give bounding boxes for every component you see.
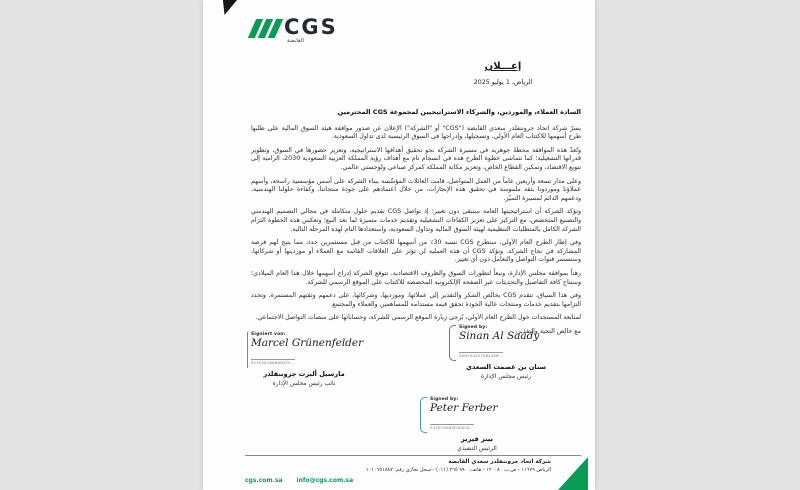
signed-by-label: Signed by: [430, 397, 459, 402]
signature-bracket-icon [420, 397, 427, 433]
salutation-line: السادة العملاء، والموردين، والشركاء الاستراتيجيين لمجموعة CGS المحترمين [337, 108, 581, 116]
signature-stamp [451, 320, 561, 361]
letter-footer [245, 455, 581, 484]
logo-wordmark: CGS [284, 15, 338, 39]
footer-divider [245, 455, 581, 456]
signer-title: رئيس مجلس الإدارة [480, 372, 532, 380]
signature-id: 911E0A16666D4F5... [251, 360, 295, 365]
cgs-logo [252, 17, 338, 44]
paragraph-1: يسرّ شركة اتحاد جروننفلدر سعدي القابضة ("CGS" أو "الشركة") الإعلان عن صدور موافقة هيئة السوق المالية على طلبها طرح أسهمها للاكتتاب العام الأولي، وتسجيلها، وإدراجها في السوق الرئيسية لدى تداول السعودية. [251, 124, 581, 141]
signature-block-ceo [422, 392, 532, 452]
signed-by-label: Signed by: [459, 325, 488, 330]
paragraph-2: وتُعدّ هذه الموافقة محطةً جوهرية في مسيرة الشركة نحو تحقيق أهدافها الاستراتيجية، وتعزيز حضورها في السوق، وتطوير قدراتها التشغيلية؛ كما تتماشى خطوة الطرح هذه في انسجام تام مع أهداف رؤية المملكة العربية السعودية 2030، الرامية إلى تنويع الاقتصاد، وتمكين القطاع الخاص، وتعزيز مكانة المملكة كمركز صناعي ولوجستي عالمي. [251, 146, 581, 171]
paragraph-5: وفي إطار الطرح العام الأولي، ستطرح CGS نسبة 30٪ من أسهمها للاكتتاب من قبل مستثمرين جدد، مما يتيح لهم فرصة المشاركة في نجاح الشركة. وتؤكد CGS أن هذه العملية لن تؤثر على العلاقات القائمة مع العملاء أو موردينها أو شركائها، وستستمر قنوات التواصل والتعامل دون أي تغيير. [251, 239, 582, 264]
website-link[interactable]: cgs.com.sa [245, 477, 283, 484]
signature-block-deputy-chairman [249, 327, 364, 387]
logo-subtitle: القابضة [287, 38, 304, 44]
signer-title: نائب رئيس مجلس الإدارة [272, 379, 336, 387]
signature-stamp [249, 327, 364, 368]
signed-by-label: Signiert von: [251, 332, 286, 337]
paragraph-3: وعلى مدار تسعة وأربعين عاماً من العمل المتواصل، قامت العائلات المؤسِّسة ببناء الشركة على أسس مؤسسية راسخة، وأسهم عملاؤنا وموردونا بثقة ملموسة في تحقيق هذه الإنجازات، من خلال اعتمادهم على جودة منتجاتنا، وكفاءة حلولنا الهندسية، ودعمهم الدائم لمسيرة التميّز. [251, 177, 581, 202]
signature-id: 0D97042070844E8... [459, 353, 503, 358]
signature-script: Sinan Al Saady [459, 330, 540, 342]
letter-page [203, 0, 595, 490]
signature-script: Peter Ferber [430, 402, 498, 414]
signer-name: مارسيل ألبرت جروننفلدر [263, 370, 345, 378]
signature-bracket-icon [449, 325, 456, 361]
footer-address-line: الرياض ١١٦٧٩ - ص.ب ١٢٠٠٨٠ - هاتف: ٩٩٠ ٢٦٥ (٠١١) - سجل تجاري رقم: ١٠١٠٦٥١٨٨٧ [365, 466, 551, 473]
paragraph-7: وفي هذا السياق، تتقدم CGS بخالص الشكر والتقدير إلى عملائها، ومورديها، وشركائها، على دعمهم وثقتهم المستمرة، وتجدد التزامها بتقديم خدمات ومنتجات عالية الجودة تحقق قيمة مستدامة للمساهمين والعملاء والمجتمع. [251, 292, 581, 308]
paragraph-6: رهناً بموافقة مجلس الإدارة، وتبعاً لتطورات السوق والظروف الاقتصادية، تتوقع الشركة إدراج أسهمها خلال هذا العام الميلادي؛ وستتاح كافة التفاصيل والتحديثات عبر الصفحة الإلكترونية المخصصة للاكتتاب على الموقع الرسمي للشركة. [251, 269, 581, 286]
signature-id: 247EC9A69F0EAC8... [430, 425, 474, 430]
email-link[interactable]: info@cgs.com.sa [296, 477, 354, 484]
logo-slashes-icon [252, 19, 279, 38]
paragraph-4: وتؤكد الشركة أن استراتيجيتها العامة ستبقى دون تغيير؛ إذ تواصل CGS تقديم حلول متكاملة في مجالي التصميم الهندسي والتصنيع المتخصص، مع التركيز على تعزيز الكفاءات التشغيلية وتقديم خدمات متميزة لما بعد البيع؛ وتعكس هذه الخطوة التزام الشركة الكامل بالمتطلبات التنظيمية لهيئة السوق المالية وتداول السعودية، واستعدادها التام لهذه المرحلة التالية. [251, 208, 581, 233]
document-title: إعـــلان [484, 61, 522, 72]
signer-name: سنان بن عصمت السعدي [466, 363, 546, 371]
letter-body [251, 108, 581, 336]
document-dateline: الرياض، 1 يوليو 2025 [473, 79, 533, 86]
page-corner-triangle [221, 0, 237, 15]
footer-company-name: شركة اتحاد جروننفلدر سعدي القابضة [448, 459, 551, 465]
signature-stamp [422, 392, 532, 433]
signer-title: الرئيس التنفيذي [457, 444, 497, 452]
closing-line: مع خالص التحية والتقدير، [515, 327, 581, 335]
signer-name: بيتر فيربر [461, 435, 493, 443]
signature-script: Marcel Grünenfelder [251, 337, 364, 349]
paragraph-8: لمتابعة المستجدات حول الطرح العام الأولي، يُرجى زيارة الموقع الرسمي للشركة، وحساباتها على منصات التواصل الاجتماعي. [255, 314, 581, 322]
signature-block-chairman [451, 320, 561, 380]
